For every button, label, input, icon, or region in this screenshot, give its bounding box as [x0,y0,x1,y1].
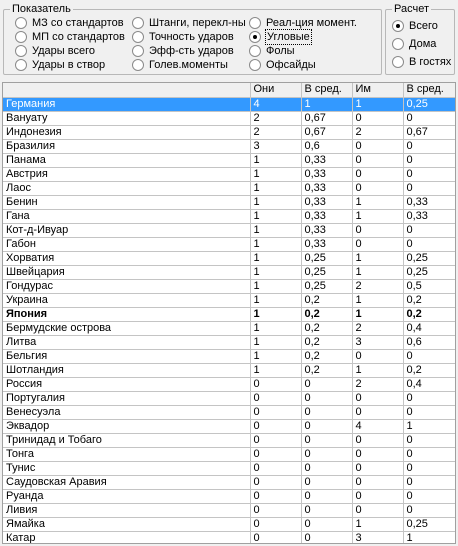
radio-indicator [392,38,404,50]
cell-they: 0 [250,391,301,405]
cell-they: 1 [250,363,301,377]
cell-they-avg: 0 [301,461,352,475]
header-row [3,83,455,97]
radio-offsides[interactable] [249,58,316,72]
column-header-them[interactable]: Им [352,83,403,97]
radio-label: МЗ со стандартов [32,17,124,29]
cell-they: 4 [250,97,301,111]
radio-indicator [249,17,261,29]
cell-them-avg: 0 [403,111,455,125]
cell-they: 1 [250,209,301,223]
cell-them: 0 [352,181,403,195]
cell-team: Эквадор [3,419,250,433]
cell-them: 0 [352,111,403,125]
cell-team: Ямайка [3,517,250,531]
radio-shots-on-target[interactable] [15,58,105,72]
table-row[interactable] [3,391,455,405]
cell-team: Япония [3,307,250,321]
cell-they-avg: 0 [301,405,352,419]
radio-label: Реал-ция момент. [266,17,357,29]
cell-they-avg: 0,2 [301,363,352,377]
column-header-they[interactable]: Они [250,83,301,97]
cell-them-avg: 0,4 [403,377,455,391]
cell-team: Панама [3,153,250,167]
table-row[interactable] [3,475,455,489]
cell-team: Ливия [3,503,250,517]
cell-them-avg: 0 [403,503,455,517]
cell-them-avg: 0,25 [403,265,455,279]
cell-them: 1 [352,363,403,377]
cell-them: 2 [352,279,403,293]
cell-they-avg: 0,25 [301,265,352,279]
cell-them-avg: 0,2 [403,363,455,377]
cell-them: 1 [352,97,403,111]
indicators-group [3,3,382,75]
cell-team: Украина [3,293,250,307]
cell-they: 1 [250,167,301,181]
cell-they-avg: 0,2 [301,321,352,335]
cell-team: Лаос [3,181,250,195]
cell-they: 0 [250,377,301,391]
cell-team: Хорватия [3,251,250,265]
table-row[interactable] [3,265,455,279]
cell-them-avg: 0 [403,237,455,251]
radio-label: Удары всего [32,45,95,57]
cell-they-avg: 0 [301,531,352,544]
cell-them-avg: 0 [403,139,455,153]
table-row[interactable] [3,181,455,195]
radio-calc-away[interactable] [392,55,451,69]
radio-label: Эфф-сть ударов [149,45,234,57]
table-row[interactable] [3,335,455,349]
cell-they-avg: 0,6 [301,139,352,153]
table-row[interactable] [3,321,455,335]
radio-shots-total[interactable] [15,44,95,58]
table-row[interactable] [3,279,455,293]
cell-team: Литва [3,335,250,349]
calc-group [385,3,455,75]
cell-they: 1 [250,321,301,335]
indicators-group-title: Показатель [12,3,71,15]
table-row[interactable] [3,167,455,181]
cell-team: Кот-д-Ивуар [3,223,250,237]
column-header-them-avg[interactable]: В сред. [403,83,455,97]
cell-team: Руанда [3,489,250,503]
cell-they: 0 [250,419,301,433]
table-row[interactable] [3,209,455,223]
cell-them: 3 [352,335,403,349]
cell-they-avg: 0,2 [301,335,352,349]
radio-chance-conversion[interactable] [249,16,357,30]
table-row[interactable] [3,447,455,461]
cell-team: Индонезия [3,125,250,139]
radio-corners[interactable] [249,30,311,44]
cell-they: 1 [250,181,301,195]
radio-label: Офсайды [266,59,316,71]
radio-indicator [15,17,27,29]
cell-them-avg: 1 [403,419,455,433]
cell-they-avg: 0 [301,489,352,503]
radio-indicator [249,31,261,43]
cell-them-avg: 0,4 [403,321,455,335]
cell-team: Австрия [3,167,250,181]
table-row[interactable] [3,377,455,391]
cell-team: Саудовская Аравия [3,475,250,489]
radio-mp-standards[interactable] [15,30,125,44]
cell-they-avg: 0,33 [301,167,352,181]
cell-they: 1 [250,293,301,307]
cell-they: 0 [250,405,301,419]
table-row[interactable] [3,97,455,111]
cell-they-avg: 0,33 [301,195,352,209]
table-row[interactable] [3,251,455,265]
cell-them: 0 [352,405,403,419]
cell-team: Бразилия [3,139,250,153]
cell-they: 1 [250,279,301,293]
cell-them: 0 [352,139,403,153]
cell-them: 0 [352,349,403,363]
cell-them-avg: 0 [403,405,455,419]
cell-them-avg: 0,25 [403,97,455,111]
cell-them: 1 [352,265,403,279]
cell-them-avg: 0,5 [403,279,455,293]
radio-label: Угловые [267,31,310,43]
cell-them-avg: 0 [403,167,455,181]
cell-they: 1 [250,349,301,363]
cell-team: Венесуэла [3,405,250,419]
cell-team: Тонга [3,447,250,461]
radio-fouls[interactable] [249,44,295,58]
cell-them: 0 [352,489,403,503]
cell-them: 0 [352,167,403,181]
cell-them-avg: 0 [403,153,455,167]
radio-indicator [392,20,404,32]
column-header-they-avg[interactable]: В сред. [301,83,352,97]
radio-mz-standards[interactable] [15,16,124,30]
cell-they: 1 [250,265,301,279]
cell-they: 0 [250,489,301,503]
cell-them: 1 [352,195,403,209]
table-row[interactable] [3,125,455,139]
table-row[interactable] [3,153,455,167]
calc-group-title: Расчет [394,3,429,15]
cell-them: 0 [352,475,403,489]
cell-team: Швейцария [3,265,250,279]
cell-team: Бенин [3,195,250,209]
cell-they-avg: 0 [301,377,352,391]
radio-calc-total[interactable] [392,19,438,33]
table-row[interactable] [3,349,455,363]
radio-indicator [132,17,144,29]
cell-they-avg: 0 [301,447,352,461]
cell-them-avg: 0,2 [403,293,455,307]
table-row[interactable] [3,293,455,307]
radio-label: Точность ударов [149,31,234,43]
cell-them-avg: 0 [403,489,455,503]
cell-they: 1 [250,195,301,209]
cell-they-avg: 0 [301,475,352,489]
radio-indicator [249,59,261,71]
table-row[interactable] [3,405,455,419]
radio-goal-chances[interactable] [132,58,228,72]
cell-them: 4 [352,419,403,433]
radio-calc-home[interactable] [392,37,436,51]
cell-them-avg: 0,67 [403,125,455,139]
radio-label: В гостях [409,56,452,68]
radio-indicator [15,45,27,57]
radio-indicator [132,31,144,43]
radio-label: Фолы [266,45,295,57]
cell-they: 0 [250,517,301,531]
cell-them: 2 [352,377,403,391]
table-row[interactable] [3,503,455,517]
table-body [3,97,455,544]
cell-them: 1 [352,307,403,321]
cell-they: 1 [250,335,301,349]
cell-they: 3 [250,139,301,153]
radio-posts[interactable] [132,16,246,30]
cell-them: 1 [352,517,403,531]
cell-them: 0 [352,237,403,251]
cell-team: Португалия [3,391,250,405]
cell-them-avg: 0 [403,433,455,447]
cell-they-avg: 0,33 [301,237,352,251]
cell-they-avg: 0 [301,517,352,531]
cell-they-avg: 0,67 [301,111,352,125]
cell-team: Тринидад и Тобаго [3,433,250,447]
cell-them-avg: 1 [403,531,455,544]
table-row[interactable] [3,139,455,153]
table-row[interactable] [3,223,455,237]
table-row[interactable] [3,195,455,209]
table-row[interactable] [3,419,455,433]
cell-them: 2 [352,125,403,139]
cell-them: 2 [352,321,403,335]
cell-them-avg: 0,33 [403,209,455,223]
table-row[interactable] [3,433,455,447]
cell-them: 1 [352,209,403,223]
radio-label: Голев.моменты [149,59,228,71]
cell-they: 0 [250,475,301,489]
cell-they-avg: 0,67 [301,125,352,139]
table-row[interactable] [3,517,455,531]
radio-indicator [392,56,404,68]
radio-label: Дома [409,38,437,50]
cell-them-avg: 0 [403,447,455,461]
table-row[interactable] [3,531,455,544]
table-row[interactable] [3,489,455,503]
cell-them-avg: 0,25 [403,251,455,265]
cell-them-avg: 0,25 [403,517,455,531]
cell-them: 1 [352,251,403,265]
radio-indicator [15,59,27,71]
cell-them: 0 [352,461,403,475]
radio-indicator [132,45,144,57]
cell-they-avg: 0 [301,419,352,433]
cell-them-avg: 0 [403,475,455,489]
cell-they: 1 [250,153,301,167]
cell-them: 0 [352,433,403,447]
cell-they-avg: 0,33 [301,153,352,167]
cell-them: 3 [352,531,403,544]
radio-indicator [15,31,27,43]
table-row[interactable] [3,111,455,125]
radio-label: Удары в створ [32,59,106,71]
cell-team: Гана [3,209,250,223]
cell-them-avg: 0,6 [403,335,455,349]
cell-them-avg: 0,33 [403,195,455,209]
cell-they-avg: 1 [301,97,352,111]
cell-them: 0 [352,503,403,517]
cell-they-avg: 0,33 [301,181,352,195]
cell-they: 2 [250,125,301,139]
cell-they: 0 [250,461,301,475]
cell-they: 1 [250,307,301,321]
cell-them-avg: 0,2 [403,307,455,321]
cell-them-avg: 0 [403,223,455,237]
cell-they-avg: 0,33 [301,209,352,223]
cell-them: 0 [352,223,403,237]
cell-they-avg: 0,33 [301,223,352,237]
cell-team: Бермудские острова [3,321,250,335]
cell-team: Катар [3,531,250,544]
radio-shot-accuracy[interactable] [132,30,234,44]
cell-team: Гондурас [3,279,250,293]
column-header-team[interactable] [3,83,250,97]
cell-they-avg: 0 [301,391,352,405]
cell-them-avg: 0 [403,181,455,195]
cell-team: Габон [3,237,250,251]
cell-team: Россия [3,377,250,391]
cell-them: 1 [352,293,403,307]
stats-grid[interactable] [2,82,456,544]
cell-they-avg: 0,2 [301,293,352,307]
cell-they: 1 [250,237,301,251]
table-row[interactable] [3,307,455,321]
cell-they-avg: 0,2 [301,349,352,363]
cell-they: 1 [250,223,301,237]
cell-they: 1 [250,251,301,265]
cell-team: Вануату [3,111,250,125]
radio-label: Штанги, перекл-ны [149,17,246,29]
cell-them: 0 [352,447,403,461]
cell-them-avg: 0 [403,461,455,475]
radio-shot-efficiency[interactable] [132,44,234,58]
table-row[interactable] [3,461,455,475]
cell-team: Шотландия [3,363,250,377]
cell-they: 0 [250,531,301,544]
cell-they-avg: 0 [301,503,352,517]
radio-indicator [249,45,261,57]
cell-they-avg: 0,2 [301,307,352,321]
table-row[interactable] [3,237,455,251]
cell-them-avg: 0 [403,349,455,363]
radio-label: МП со стандартов [32,31,125,43]
table-row[interactable] [3,363,455,377]
cell-team: Тунис [3,461,250,475]
radio-label: Всего [409,20,438,32]
cell-they-avg: 0,25 [301,279,352,293]
cell-they-avg: 0,25 [301,251,352,265]
cell-they: 0 [250,447,301,461]
cell-they: 0 [250,433,301,447]
cell-them: 0 [352,153,403,167]
cell-they: 2 [250,111,301,125]
cell-them: 0 [352,391,403,405]
cell-them-avg: 0 [403,391,455,405]
radio-indicator [132,59,144,71]
stats-table [3,83,456,544]
cell-team: Бельгия [3,349,250,363]
cell-they: 0 [250,503,301,517]
cell-team: Германия [3,97,250,111]
cell-they-avg: 0 [301,433,352,447]
